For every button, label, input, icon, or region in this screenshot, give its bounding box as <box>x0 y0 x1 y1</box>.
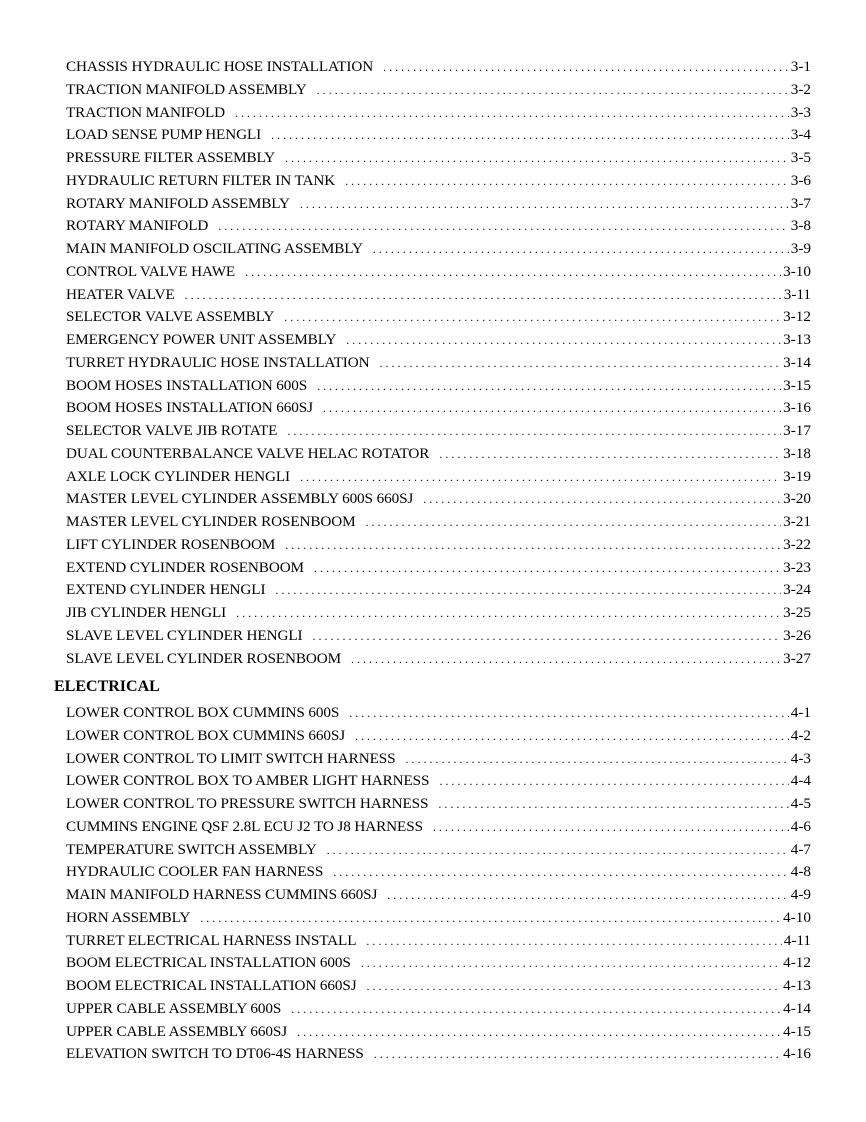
toc-entry-page-number: 3-27 <box>783 649 811 667</box>
toc-entry-title: HYDRAULIC COOLER FAN HARNESS <box>66 863 324 881</box>
toc-entry-title: LOWER CONTROL BOX CUMMINS 600S <box>66 704 340 721</box>
dot-leader <box>433 816 789 839</box>
toc-entry[interactable] <box>66 579 811 602</box>
toc-entry-title: LOWER CONTROL TO PRESSURE SWITCH HARNESS <box>66 795 429 812</box>
toc-entry[interactable] <box>66 1021 811 1044</box>
toc-entry-page-number: 3-23 <box>783 558 811 576</box>
toc-entry-page-number: 3-14 <box>783 353 811 371</box>
toc-entry-title: LIFT CYLINDER ROSENBOOM <box>66 535 276 553</box>
toc-entry-page-number: 4-9 <box>790 886 811 903</box>
toc-entry-page-number: 4-7 <box>790 840 811 858</box>
toc-entry[interactable] <box>66 839 811 862</box>
toc-entry[interactable] <box>66 56 811 79</box>
toc-entry-title: UPPER CABLE ASSEMBLY 600S <box>66 999 282 1017</box>
toc-entry[interactable] <box>66 557 811 580</box>
toc-entry[interactable] <box>66 170 811 193</box>
toc-entry[interactable] <box>66 511 811 534</box>
toc-entry[interactable] <box>66 534 811 557</box>
toc-entry[interactable] <box>66 770 811 793</box>
toc-entry[interactable] <box>66 648 811 671</box>
dot-leader <box>287 420 781 443</box>
toc-entry-page-number: 3-22 <box>783 535 811 553</box>
dot-leader <box>291 998 781 1021</box>
dot-leader <box>317 375 781 398</box>
toc-entry-page-number: 3-2 <box>790 80 811 98</box>
toc-entry-page-number: 3-12 <box>783 308 811 326</box>
toc-entry[interactable] <box>66 930 811 953</box>
toc-entry[interactable] <box>66 443 811 466</box>
toc-entry-title: CONTROL VALVE HAWE <box>66 262 236 280</box>
toc-entry-title: TRACTION MANIFOLD <box>66 103 226 121</box>
electrical-toc-list <box>66 702 811 1066</box>
toc-entry-title: CUMMINS ENGINE QSF 2.8L ECU J2 TO J8 HARNESS <box>66 817 423 835</box>
toc-entry-title: EMERGENCY POWER UNIT ASSEMBLY <box>66 331 337 348</box>
toc-entry-page-number: 3-1 <box>790 58 811 75</box>
toc-entry-page-number: 4-10 <box>783 908 811 926</box>
dot-leader <box>366 930 781 953</box>
toc-entry[interactable] <box>66 884 811 907</box>
toc-entry[interactable] <box>66 102 811 125</box>
dot-leader <box>387 884 788 907</box>
toc-entry-title: BOOM ELECTRICAL INSTALLATION 600S <box>66 954 351 972</box>
toc-entry[interactable] <box>66 147 811 170</box>
toc-entry-page-number: 4-5 <box>790 795 811 812</box>
toc-entry-title: MAIN MANIFOLD OSCILATING ASSEMBLY <box>66 240 363 257</box>
toc-entry[interactable] <box>66 238 811 261</box>
dot-leader <box>346 329 781 352</box>
toc-entry[interactable] <box>66 816 811 839</box>
toc-entry[interactable] <box>66 420 811 443</box>
dot-leader <box>367 975 782 998</box>
toc-entry-title: SLAVE LEVEL CYLINDER ROSENBOOM <box>66 649 342 667</box>
dot-leader <box>327 839 789 862</box>
dot-leader <box>314 557 781 580</box>
toc-entry-title: ELEVATION SWITCH TO DT06-4S HARNESS <box>66 1045 364 1063</box>
toc-entry-page-number: 4-16 <box>783 1045 811 1063</box>
toc-entry-page-number: 3-5 <box>790 149 811 166</box>
dot-leader <box>300 466 781 489</box>
dot-leader <box>245 261 781 284</box>
dot-leader <box>285 147 789 170</box>
toc-entry[interactable] <box>66 375 811 398</box>
toc-entry[interactable] <box>66 306 811 329</box>
toc-entry-title: MASTER LEVEL CYLINDER ASSEMBLY 600S 660SJ <box>66 490 414 508</box>
dot-leader <box>300 193 789 216</box>
dot-leader <box>297 1021 781 1044</box>
toc-entry-page-number: 3-18 <box>783 444 811 462</box>
toc-entry-page-number: 4-1 <box>790 704 811 721</box>
dot-leader <box>185 284 782 307</box>
toc-entry-title: CHASSIS HYDRAULIC HOSE INSTALLATION <box>66 58 374 75</box>
dot-leader <box>271 124 789 147</box>
dot-leader <box>235 102 789 125</box>
toc-entry-page-number: 3-21 <box>783 513 811 530</box>
dot-leader <box>439 770 788 793</box>
toc-entry[interactable] <box>66 124 811 147</box>
toc-entry[interactable] <box>66 952 811 975</box>
toc-entry[interactable] <box>66 793 811 816</box>
toc-entry-page-number: 3-7 <box>790 194 811 212</box>
dot-leader <box>361 952 781 975</box>
toc-entry-title: TURRET HYDRAULIC HOSE INSTALLATION <box>66 353 370 371</box>
dot-leader <box>345 170 789 193</box>
toc-entry[interactable] <box>66 215 811 238</box>
toc-entry[interactable] <box>66 79 811 102</box>
dot-leader <box>218 215 788 238</box>
toc-entry[interactable] <box>66 975 811 998</box>
toc-entry[interactable] <box>66 466 811 489</box>
toc-entry-title: MAIN MANIFOLD HARNESS CUMMINS 660SJ <box>66 886 378 903</box>
toc-entry-title: DUAL COUNTERBALANCE VALVE HELAC ROTATOR <box>66 444 430 462</box>
dot-leader <box>423 488 781 511</box>
toc-entry-title: HORN ASSEMBLY <box>66 908 191 926</box>
dot-leader <box>383 56 789 79</box>
dot-leader <box>317 79 789 102</box>
toc-entry-title: HEATER VALVE <box>66 285 175 303</box>
dot-leader <box>439 443 781 466</box>
toc-entry[interactable] <box>66 625 811 648</box>
toc-entry-page-number: 4-13 <box>783 977 811 994</box>
toc-entry[interactable] <box>66 748 811 771</box>
toc-entry[interactable] <box>66 397 811 420</box>
toc-entry-page-number: 4-12 <box>783 954 811 972</box>
toc-entry-page-number: 3-6 <box>790 171 811 189</box>
dot-leader <box>285 534 781 557</box>
toc-entry[interactable] <box>66 998 811 1021</box>
toc-entry-page-number: 4-6 <box>790 817 811 835</box>
dot-leader <box>405 748 788 771</box>
toc-entry-page-number: 4-8 <box>790 863 811 881</box>
hydraulic-toc-list <box>66 56 811 670</box>
toc-entry-title: SELECTOR VALVE ASSEMBLY <box>66 308 275 326</box>
toc-entry-title: BOOM ELECTRICAL INSTALLATION 660SJ <box>66 977 357 994</box>
toc-entry-title: LOWER CONTROL BOX TO AMBER LIGHT HARNESS <box>66 772 430 790</box>
toc-entry-title: TEMPERATURE SWITCH ASSEMBLY <box>66 840 317 858</box>
toc-entry-page-number: 4-3 <box>790 749 811 767</box>
toc-entry-page-number: 3-17 <box>783 422 811 439</box>
toc-entry[interactable] <box>66 284 811 307</box>
toc-entry-page-number: 3-13 <box>783 331 811 348</box>
toc-entry-title: EXTEND CYLINDER HENGLI <box>66 581 266 599</box>
dot-leader <box>366 511 782 534</box>
toc-entry-title: HYDRAULIC RETURN FILTER IN TANK <box>66 171 336 189</box>
toc-entry[interactable] <box>66 488 811 511</box>
toc-entry-page-number: 4-2 <box>790 726 811 744</box>
dot-leader <box>379 352 781 375</box>
toc-entry-title: MASTER LEVEL CYLINDER ROSENBOOM <box>66 513 356 530</box>
toc-entry[interactable] <box>66 861 811 884</box>
dot-leader <box>333 861 789 884</box>
dot-leader <box>349 702 789 725</box>
toc-entry-page-number: 3-8 <box>790 217 811 235</box>
toc-entry-page-number: 3-16 <box>783 399 811 417</box>
dot-leader <box>373 238 789 261</box>
toc-entry-page-number: 3-19 <box>783 467 811 485</box>
toc-entry[interactable] <box>66 352 811 375</box>
dot-leader <box>200 907 781 930</box>
toc-entry-title: BOOM HOSES INSTALLATION 600S <box>66 376 308 394</box>
dot-leader <box>312 625 781 648</box>
toc-entry-title: TURRET ELECTRICAL HARNESS INSTALL <box>66 931 357 949</box>
toc-entry-title: JIB CYLINDER HENGLI <box>66 604 227 621</box>
section-heading-electrical: ELECTRICAL <box>54 678 160 695</box>
toc-entry-page-number: 3-24 <box>783 581 811 599</box>
toc-entry-page-number: 4-11 <box>783 931 811 949</box>
toc-entry-page-number: 3-3 <box>790 103 811 121</box>
toc-entry-page-number: 4-14 <box>783 999 811 1017</box>
toc-entry-title: UPPER CABLE ASSEMBLY 660SJ <box>66 1022 288 1040</box>
toc-entry-page-number: 4-4 <box>790 772 811 790</box>
toc-entry-page-number: 3-25 <box>783 604 811 621</box>
toc-entry-page-number: 3-9 <box>790 240 811 257</box>
toc-entry-title: LOAD SENSE PUMP HENGLI <box>66 126 262 144</box>
toc-entry[interactable] <box>66 193 811 216</box>
toc-entry-title: TRACTION MANIFOLD ASSEMBLY <box>66 80 307 98</box>
toc-entry[interactable] <box>66 907 811 930</box>
dot-leader <box>355 725 789 748</box>
toc-entry[interactable] <box>66 261 811 284</box>
dot-leader <box>351 648 781 671</box>
toc-entry-page-number: 3-26 <box>783 626 811 644</box>
toc-entry-page-number: 3-20 <box>783 490 811 508</box>
toc-entry[interactable] <box>66 602 811 625</box>
toc-entry-page-number: 4-15 <box>783 1022 811 1040</box>
toc-entry-page-number: 3-4 <box>790 126 811 144</box>
toc-entry-title: SLAVE LEVEL CYLINDER HENGLI <box>66 626 303 644</box>
dot-leader <box>374 1043 781 1066</box>
toc-entry[interactable] <box>66 725 811 748</box>
dot-leader <box>284 306 781 329</box>
dot-leader <box>275 579 781 602</box>
dot-leader <box>236 602 781 625</box>
toc-entry-title: EXTEND CYLINDER ROSENBOOM <box>66 558 304 576</box>
toc-entry-page-number: 3-11 <box>783 285 811 303</box>
toc-entry[interactable] <box>66 702 811 725</box>
toc-entry-title: AXLE LOCK CYLINDER HENGLI <box>66 467 291 485</box>
dot-leader <box>438 793 788 816</box>
toc-entry-title: LOWER CONTROL BOX CUMMINS 660SJ <box>66 726 346 744</box>
toc-entry-title: PRESSURE FILTER ASSEMBLY <box>66 149 276 166</box>
toc-entry-title: BOOM HOSES INSTALLATION 660SJ <box>66 399 313 417</box>
toc-entry-page-number: 3-10 <box>783 262 811 280</box>
toc-entry-title: SELECTOR VALVE JIB ROTATE <box>66 422 278 439</box>
dot-leader <box>323 397 781 420</box>
toc-entry-page-number: 3-15 <box>783 376 811 394</box>
toc-entry[interactable] <box>66 1043 811 1066</box>
toc-entry-title: ROTARY MANIFOLD ASSEMBLY <box>66 194 290 212</box>
toc-entry[interactable] <box>66 329 811 352</box>
toc-entry-title: LOWER CONTROL TO LIMIT SWITCH HARNESS <box>66 749 396 767</box>
toc-entry-title: ROTARY MANIFOLD <box>66 217 209 235</box>
